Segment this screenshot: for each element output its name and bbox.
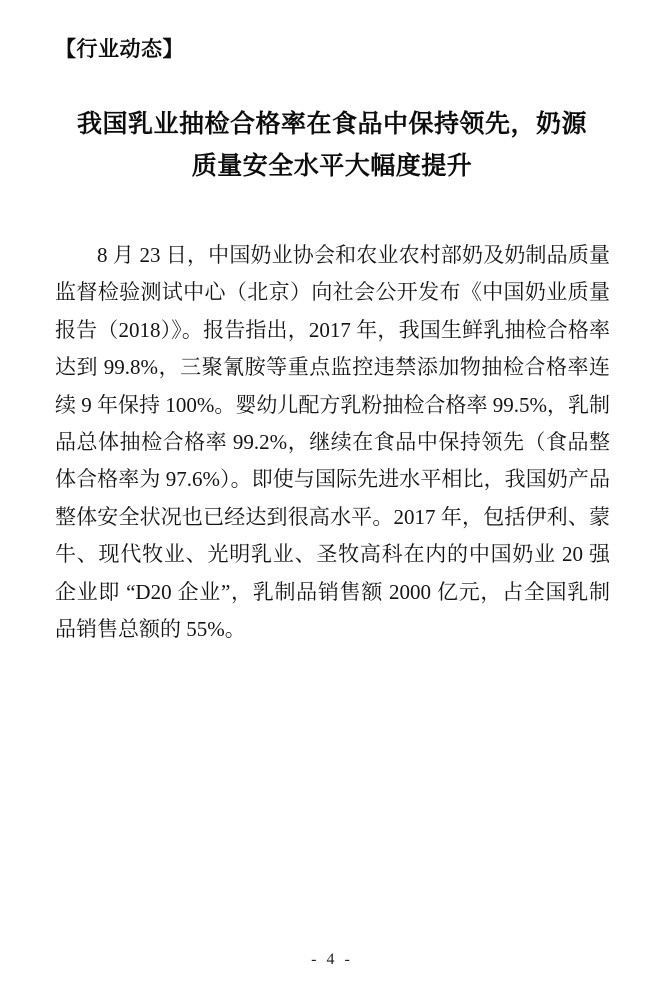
body-line: 达到 99.8%，三聚氰胺等重点监控违禁添加物抽检合格率连 [55, 355, 610, 380]
body-line: 体合格率为 97.6%）。即使与国际先进水平相比，我国奶产品 [55, 467, 610, 492]
body-line: 8 月 23 日，中国奶业协会和农业农村部奶及奶制品质量 [97, 243, 610, 267]
article-title-line-1: 我国乳业抽检合格率在食品中保持领先，奶源 [76, 111, 587, 138]
body-line: 品销售总额的 55%。 [55, 617, 246, 642]
body-line: 企业即 “D20 企业”，乳制品销售额 2000 亿元，占全国乳制 [55, 579, 610, 604]
body-line: 牛、现代牧业、光明乳业、圣牧高科在内的中国奶业 20 强 [55, 542, 610, 567]
body-line: 品总体抽检合格率 99.2%，继续在食品中保持领先（食品整 [55, 430, 610, 455]
page-number: - 4 - [311, 951, 353, 968]
body-line: 监督检验测试中心（北京）向社会公开发布《中国奶业质量 [55, 280, 610, 305]
article-title-line-2: 质量安全水平大幅度提升 [191, 153, 473, 180]
article-title [40, 104, 624, 188]
body-line: 整体安全状况也已经达到很高水平。2017 年，包括伊利、蒙 [55, 504, 610, 529]
section-header: 【行业动态】 [55, 38, 184, 61]
article-body [55, 237, 610, 648]
body-line: 续 9 年保持 100%。婴幼儿配方乳粉抽检合格率 99.5%，乳制 [55, 392, 610, 417]
body-line: 报告（2018）》。报告指出，2017 年，我国生鲜乳抽检合格率 [55, 317, 610, 342]
